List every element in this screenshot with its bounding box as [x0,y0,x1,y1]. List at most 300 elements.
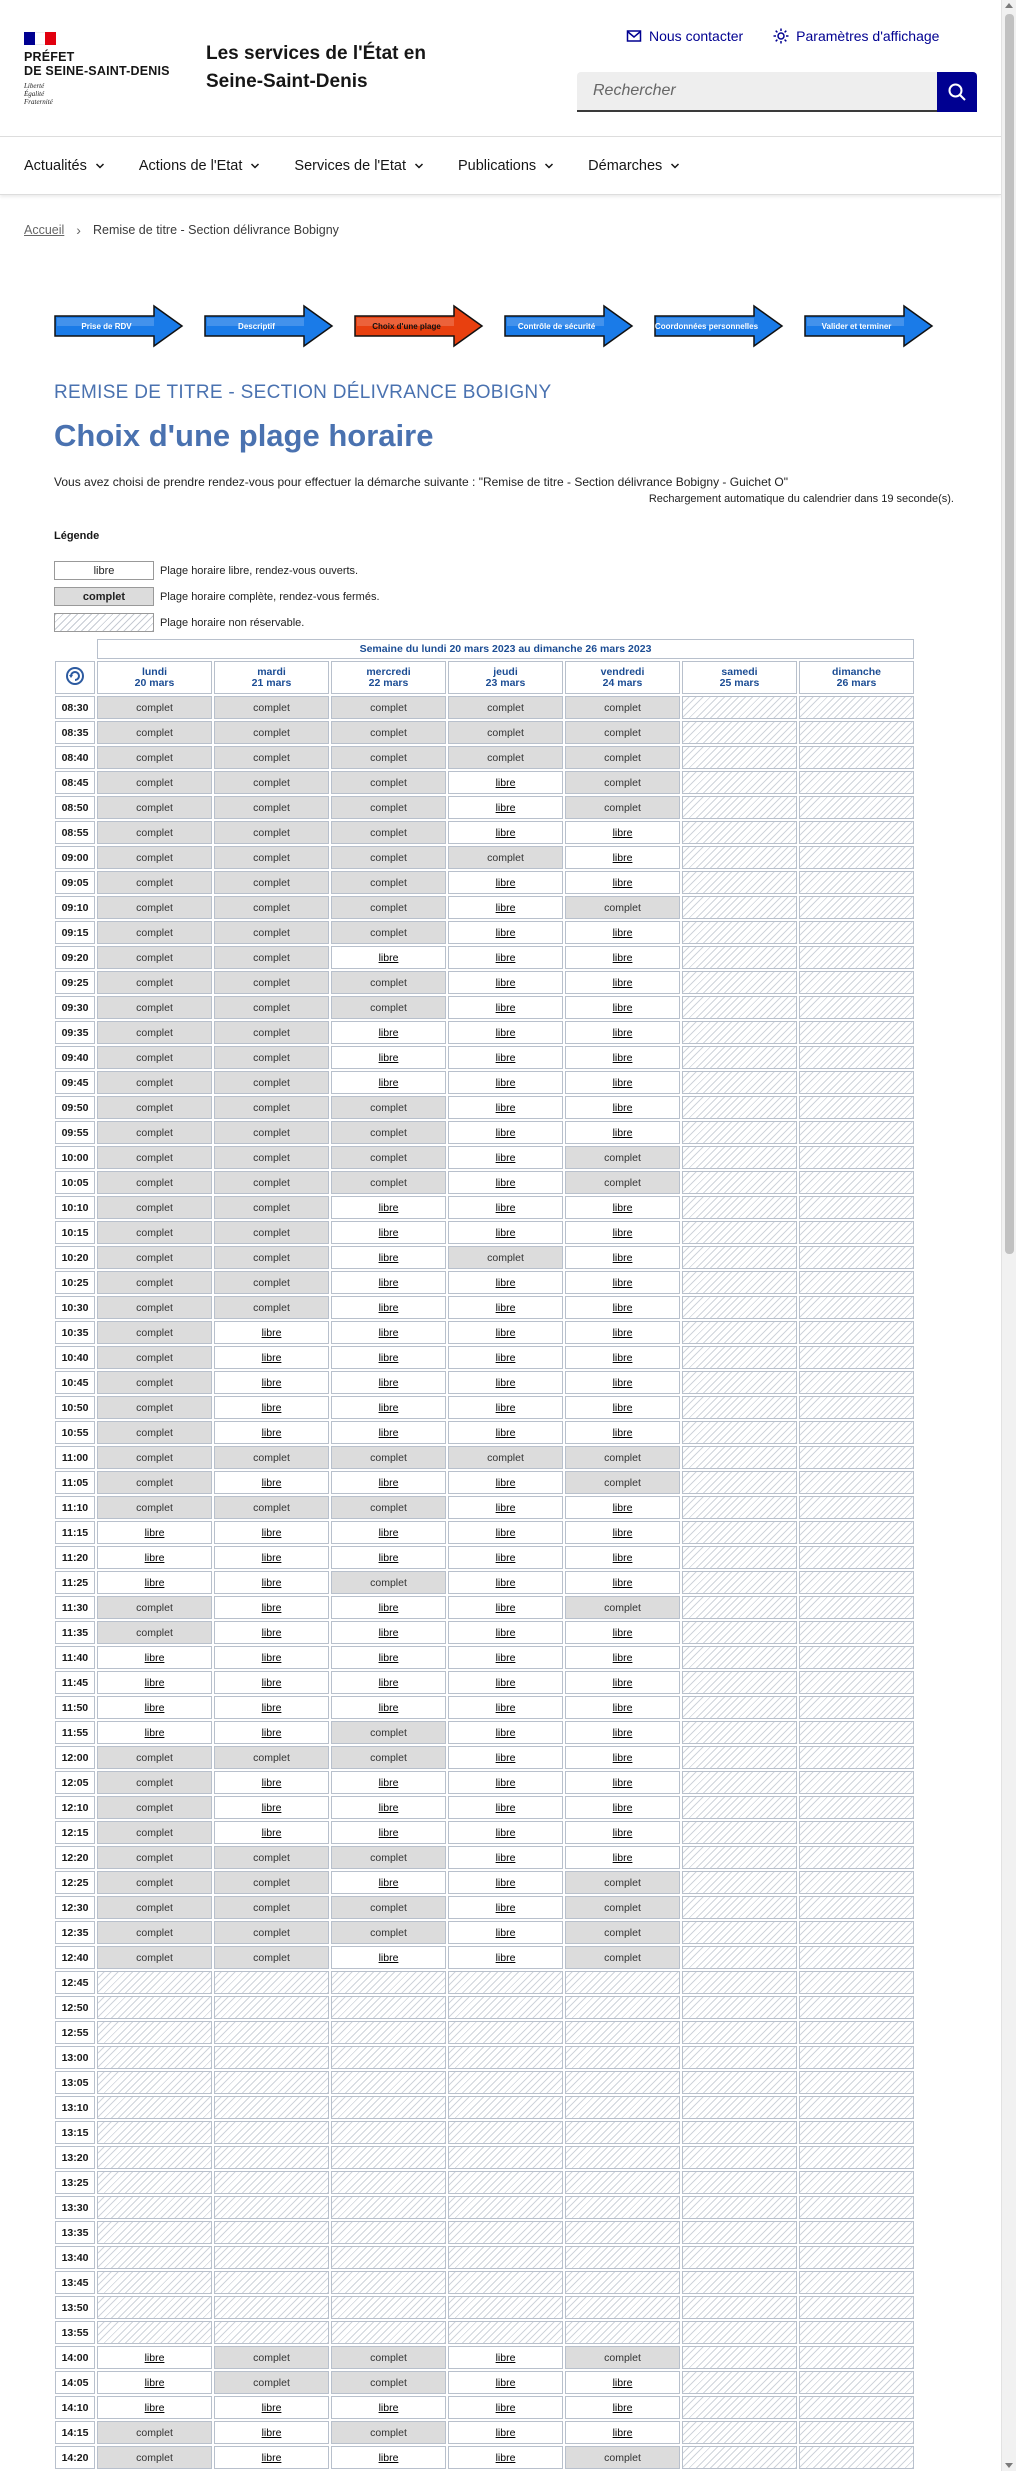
slot-free[interactable] [565,1271,680,1294]
slot-free[interactable] [331,1796,446,1819]
slot-free[interactable] [214,1671,329,1694]
slot-free[interactable] [331,1221,446,1244]
slot-free[interactable] [214,1821,329,1844]
slot-label: libre [495,1026,516,1039]
slot-free[interactable] [331,1771,446,1794]
slot-unavailable [214,2271,329,2294]
slot-label: libre [495,1526,516,1539]
slot-full [331,746,446,769]
time-row [55,1271,914,1294]
slot-unavailable [682,1296,797,1319]
slot-free[interactable] [565,2421,680,2444]
slot-free[interactable] [565,1046,680,1069]
slot-free[interactable] [565,971,680,994]
slot-free[interactable] [448,1346,563,1369]
slot-free[interactable] [448,1071,563,1094]
display-settings-link[interactable] [773,28,939,44]
slot-unavailable [565,2021,680,2044]
time-label: 09:35 [55,1021,95,1044]
slot-label: libre [261,1626,282,1639]
time-label: 09:15 [55,921,95,944]
slot-label: complet [253,926,290,939]
slot-free[interactable] [214,1596,329,1619]
slot-free[interactable] [565,1396,680,1419]
slot-unavailable [565,2296,680,2319]
slot-unavailable [682,721,797,744]
slot-free[interactable] [448,1121,563,1144]
slot-free[interactable] [448,1546,563,1569]
slot-free[interactable] [448,1471,563,1494]
nav-item[interactable] [24,158,105,174]
slot-free[interactable] [565,996,680,1019]
slot-free[interactable] [448,2371,563,2394]
slot-free[interactable] [331,1646,446,1669]
slot-free[interactable] [214,1771,329,1794]
slot-free[interactable] [448,1171,563,1194]
slot-free[interactable] [331,946,446,969]
slot-free[interactable] [448,1321,563,1344]
slot-free[interactable] [448,896,563,919]
slot-free[interactable] [448,1096,563,1119]
slot-free[interactable] [97,1521,212,1544]
slot-full [565,1146,680,1169]
slot-label: libre [378,1476,399,1489]
slot-label: libre [495,1351,516,1364]
slot-full [565,1596,680,1619]
search-input[interactable]: Rechercher [577,72,937,112]
time-row [55,871,914,894]
slot-full [565,1446,680,1469]
prefecture-logo[interactable] [24,32,174,106]
slot-full [97,871,212,894]
slot-free[interactable] [448,996,563,1019]
slot-free[interactable] [331,1546,446,1569]
slot-label: libre [495,1401,516,1414]
slot-label: complet [253,1151,290,1164]
slot-unavailable [682,1346,797,1369]
slot-full [331,1746,446,1769]
slot-free[interactable] [214,2421,329,2444]
time-row [55,1571,914,1594]
slot-free[interactable] [565,1421,680,1444]
slot-free[interactable] [331,1321,446,1344]
slot-free[interactable] [214,1396,329,1419]
slot-free[interactable] [331,1296,446,1319]
slot-unavailable [682,1846,797,1869]
slot-label: complet [253,1501,290,1514]
slot-free[interactable] [331,1596,446,1619]
slot-free[interactable] [565,946,680,969]
slot-full [214,696,329,719]
slot-free[interactable] [565,1646,680,1669]
slot-unavailable [682,996,797,1019]
slot-free[interactable] [214,1571,329,1594]
slot-unavailable [214,2196,329,2219]
slot-free[interactable] [565,1096,680,1119]
slot-unavailable [799,1546,914,1569]
legend-full [54,587,380,606]
slot-label: libre [612,876,633,889]
slot-free[interactable] [565,1571,680,1594]
time-row [55,2296,914,2319]
slot-unavailable [682,1096,797,1119]
slot-full [331,821,446,844]
nav-item[interactable] [139,158,261,174]
slot-label: complet [370,1726,407,1739]
slot-free[interactable] [331,1521,446,1544]
slot-free[interactable] [214,2396,329,2419]
slot-label: complet [136,1951,173,1964]
slot-unavailable [799,721,914,744]
search-button[interactable] [937,72,977,112]
slot-free[interactable] [448,2446,563,2469]
slot-full [214,721,329,744]
slot-label: libre [612,1676,633,1689]
slot-free[interactable] [448,946,563,969]
slot-free[interactable] [448,1746,563,1769]
slot-unavailable [799,1271,914,1294]
slot-free[interactable] [214,1471,329,1494]
slot-unavailable [214,1996,329,2019]
day-header [448,661,563,694]
time-label: 09:55 [55,1121,95,1144]
nav-item[interactable] [588,158,680,174]
slot-free[interactable] [565,921,680,944]
chevron-down-icon [544,161,554,171]
slot-free[interactable] [565,1846,680,1869]
slot-free[interactable] [331,1021,446,1044]
slot-free[interactable] [214,1521,329,1544]
slot-unavailable [214,2296,329,2319]
slot-free[interactable] [448,1796,563,1819]
slot-label: complet [136,1351,173,1364]
slot-unavailable [799,2021,914,2044]
slot-label: complet [136,1051,173,1064]
slot-free[interactable] [448,1571,563,1594]
slot-free[interactable] [448,1496,563,1519]
refresh-calendar-button[interactable] [55,661,95,694]
slot-unavailable [799,2296,914,2319]
slot-label: libre [495,976,516,989]
breadcrumb-home[interactable]: Accueil [24,223,65,237]
slot-label: libre [495,951,516,964]
slot-full [331,921,446,944]
slot-full [97,1921,212,1944]
nav-item[interactable] [458,158,554,174]
slot-full [331,1921,446,1944]
slot-free[interactable] [331,1196,446,1219]
slot-free[interactable] [331,1246,446,1269]
slot-unavailable [799,1221,914,1244]
slot-free[interactable] [448,1196,563,1219]
slot-free[interactable] [97,2371,212,2394]
slot-label: complet [136,776,173,789]
slot-free[interactable] [565,846,680,869]
slot-free[interactable] [448,971,563,994]
slot-unavailable [331,2121,446,2144]
slot-full [97,1871,212,1894]
slot-free[interactable] [448,871,563,894]
slot-label: libre [261,1326,282,1339]
slot-unavailable [214,2046,329,2069]
time-row [55,2446,914,2469]
slot-free[interactable] [448,1221,563,1244]
slot-free[interactable] [448,1396,563,1419]
motto-fraternite: Fraternité [24,98,53,106]
slot-unavailable [682,1446,797,1469]
slot-unavailable [799,1296,914,1319]
slot-unavailable [682,2246,797,2269]
slot-free[interactable] [331,1271,446,1294]
slot-free[interactable] [565,1621,680,1644]
time-row [55,2071,914,2094]
slot-free[interactable] [448,1371,563,1394]
slot-free[interactable] [448,921,563,944]
slot-free[interactable] [448,1146,563,1169]
slot-unavailable [682,1796,797,1819]
slot-label: libre [495,1051,516,1064]
slot-free[interactable] [331,1471,446,1494]
slot-free[interactable] [448,2396,563,2419]
page-scrollbar[interactable] [1001,0,1016,2471]
slot-free[interactable] [565,2371,680,2394]
slot-free[interactable] [331,1821,446,1844]
slot-full [97,1746,212,1769]
slot-free[interactable] [214,1346,329,1369]
slot-free[interactable] [331,2396,446,2419]
slot-free[interactable] [97,1646,212,1669]
slot-free[interactable] [565,821,680,844]
slot-unavailable [97,1971,212,1994]
scroll-up-icon[interactable] [1005,3,1013,8]
slot-free[interactable] [448,1871,563,1894]
slot-free[interactable] [565,1321,680,1344]
slot-free[interactable] [214,1721,329,1744]
slot-free[interactable] [565,1246,680,1269]
slot-label: libre [495,1651,516,1664]
slot-free[interactable] [448,1296,563,1319]
slot-free[interactable] [448,2421,563,2444]
slot-label: libre [612,1001,633,1014]
scrollbar-thumb[interactable] [1005,14,1014,1254]
slot-free[interactable] [331,1946,446,1969]
slot-free[interactable] [448,1771,563,1794]
slot-label: complet [136,901,173,914]
slot-label: complet [604,2351,641,2364]
slot-free[interactable] [448,1821,563,1844]
slot-free[interactable] [448,1921,563,1944]
slot-free[interactable] [97,1571,212,1594]
slot-free[interactable] [214,1621,329,1644]
slot-free[interactable] [448,1721,563,1744]
slot-free[interactable] [565,1496,680,1519]
slot-label: libre [612,1426,633,1439]
slot-free[interactable] [565,1346,680,1369]
slot-free[interactable] [565,871,680,894]
slot-free[interactable] [214,1421,329,1444]
slot-unavailable [682,896,797,919]
slot-unavailable [682,1121,797,1144]
slot-full [565,796,680,819]
slot-label: libre [612,1826,633,1839]
time-label: 12:05 [55,1771,95,1794]
time-row [55,796,914,819]
slot-full [214,1171,329,1194]
time-row [55,1446,914,1469]
slot-free[interactable] [214,1321,329,1344]
slot-free[interactable] [97,1721,212,1744]
slot-free[interactable] [565,1021,680,1044]
slot-free[interactable] [331,1621,446,1644]
slot-unavailable [565,2321,680,2344]
slot-free[interactable] [448,1021,563,1044]
slot-free[interactable] [214,1371,329,1394]
slot-free[interactable] [97,1671,212,1694]
slot-free[interactable] [331,1371,446,1394]
slot-full [331,796,446,819]
slot-label: complet [136,1101,173,1114]
slot-unavailable [682,846,797,869]
day-name: samedi [721,665,758,678]
service-name[interactable]: Les services de l'État en Seine-Saint-Denis [206,43,426,92]
slot-free[interactable] [448,1521,563,1544]
slot-label: complet [136,1876,173,1889]
slot-full [97,996,212,1019]
slot-full [565,721,680,744]
slot-label: complet [253,1451,290,1464]
slot-free[interactable] [214,1796,329,1819]
slot-free[interactable] [565,1821,680,1844]
time-label: 10:30 [55,1296,95,1319]
slot-free[interactable] [448,821,563,844]
slot-free[interactable] [448,1421,563,1444]
time-row [55,2096,914,2119]
slot-free[interactable] [97,2346,212,2369]
slot-free[interactable] [331,1421,446,1444]
slot-free[interactable] [448,1896,563,1919]
slot-label: complet [487,751,524,764]
slot-free[interactable] [448,1671,563,1694]
slot-free[interactable] [448,796,563,819]
slot-free[interactable] [331,1071,446,1094]
slot-label: libre [495,1726,516,1739]
slot-free[interactable] [331,1671,446,1694]
slot-label: complet [604,1476,641,1489]
slot-free[interactable] [565,2396,680,2419]
slot-free[interactable] [565,1771,680,1794]
time-row [55,1521,914,1544]
slot-free[interactable] [331,1871,446,1894]
time-row [55,1546,914,1569]
slot-label: libre [612,1276,633,1289]
time-row [55,2271,914,2294]
slot-free[interactable] [448,1596,563,1619]
slot-free[interactable] [565,1696,680,1719]
slot-free[interactable] [448,771,563,794]
slot-free[interactable] [448,2346,563,2369]
slot-label: complet [253,801,290,814]
slot-free[interactable] [448,1846,563,1869]
slot-label: complet [370,2426,407,2439]
slot-free[interactable] [97,2396,212,2419]
contact-link[interactable] [626,28,743,44]
slot-unavailable [799,771,914,794]
slot-free[interactable] [448,1696,563,1719]
time-row [55,1821,914,1844]
slot-free[interactable] [214,1646,329,1669]
slot-free[interactable] [448,1946,563,1969]
slot-label: complet [136,1426,173,1439]
slot-label: complet [253,1101,290,1114]
slot-unavailable [682,1771,797,1794]
slot-free[interactable] [214,1546,329,1569]
slot-free[interactable] [331,1396,446,1419]
slot-free[interactable] [565,1221,680,1244]
slot-free[interactable] [331,1346,446,1369]
slot-full [331,1096,446,1119]
slot-free[interactable] [565,1721,680,1744]
slot-unavailable [682,946,797,969]
slot-free[interactable] [448,1621,563,1644]
slot-free[interactable] [565,1746,680,1769]
slot-label: libre [378,1276,399,1289]
nav-item-label: Actualités [24,157,87,174]
slot-label: complet [370,751,407,764]
slot-full [214,921,329,944]
time-label: 13:55 [55,2321,95,2344]
slot-free[interactable] [331,2446,446,2469]
time-label: 12:15 [55,1821,95,1844]
slot-label: complet [253,1251,290,1264]
slot-free[interactable] [565,1796,680,1819]
nav-item[interactable] [294,158,424,174]
slot-label: complet [136,1126,173,1139]
slot-unavailable [682,1021,797,1044]
scroll-down-icon[interactable] [1005,2463,1013,2468]
slot-full [214,746,329,769]
slot-unavailable [214,1971,329,1994]
slot-free[interactable] [565,1671,680,1694]
day-name: mercredi [366,665,411,678]
slot-free[interactable] [448,1646,563,1669]
slot-free[interactable] [565,1071,680,1094]
time-row [55,1096,914,1119]
slot-free[interactable] [565,1121,680,1144]
slot-free[interactable] [214,2446,329,2469]
slot-free[interactable] [565,1546,680,1569]
slot-free[interactable] [97,1546,212,1569]
slot-label: complet [136,1476,173,1489]
slot-free[interactable] [565,1196,680,1219]
slot-free[interactable] [331,1696,446,1719]
slot-free[interactable] [448,1271,563,1294]
slot-free[interactable] [565,1521,680,1544]
slot-label: libre [495,1226,516,1239]
slot-free[interactable] [448,1046,563,1069]
time-label: 12:45 [55,1971,95,1994]
day-date: 26 mars [836,676,877,689]
time-label: 11:55 [55,1721,95,1744]
slot-free[interactable] [565,1371,680,1394]
slot-unavailable [799,1146,914,1169]
slot-free[interactable] [214,1696,329,1719]
slot-label: complet [253,1226,290,1239]
step-1 [54,304,184,348]
slot-free[interactable] [565,1296,680,1319]
slot-label: complet [604,801,641,814]
slot-free[interactable] [97,1696,212,1719]
slot-free[interactable] [331,1046,446,1069]
